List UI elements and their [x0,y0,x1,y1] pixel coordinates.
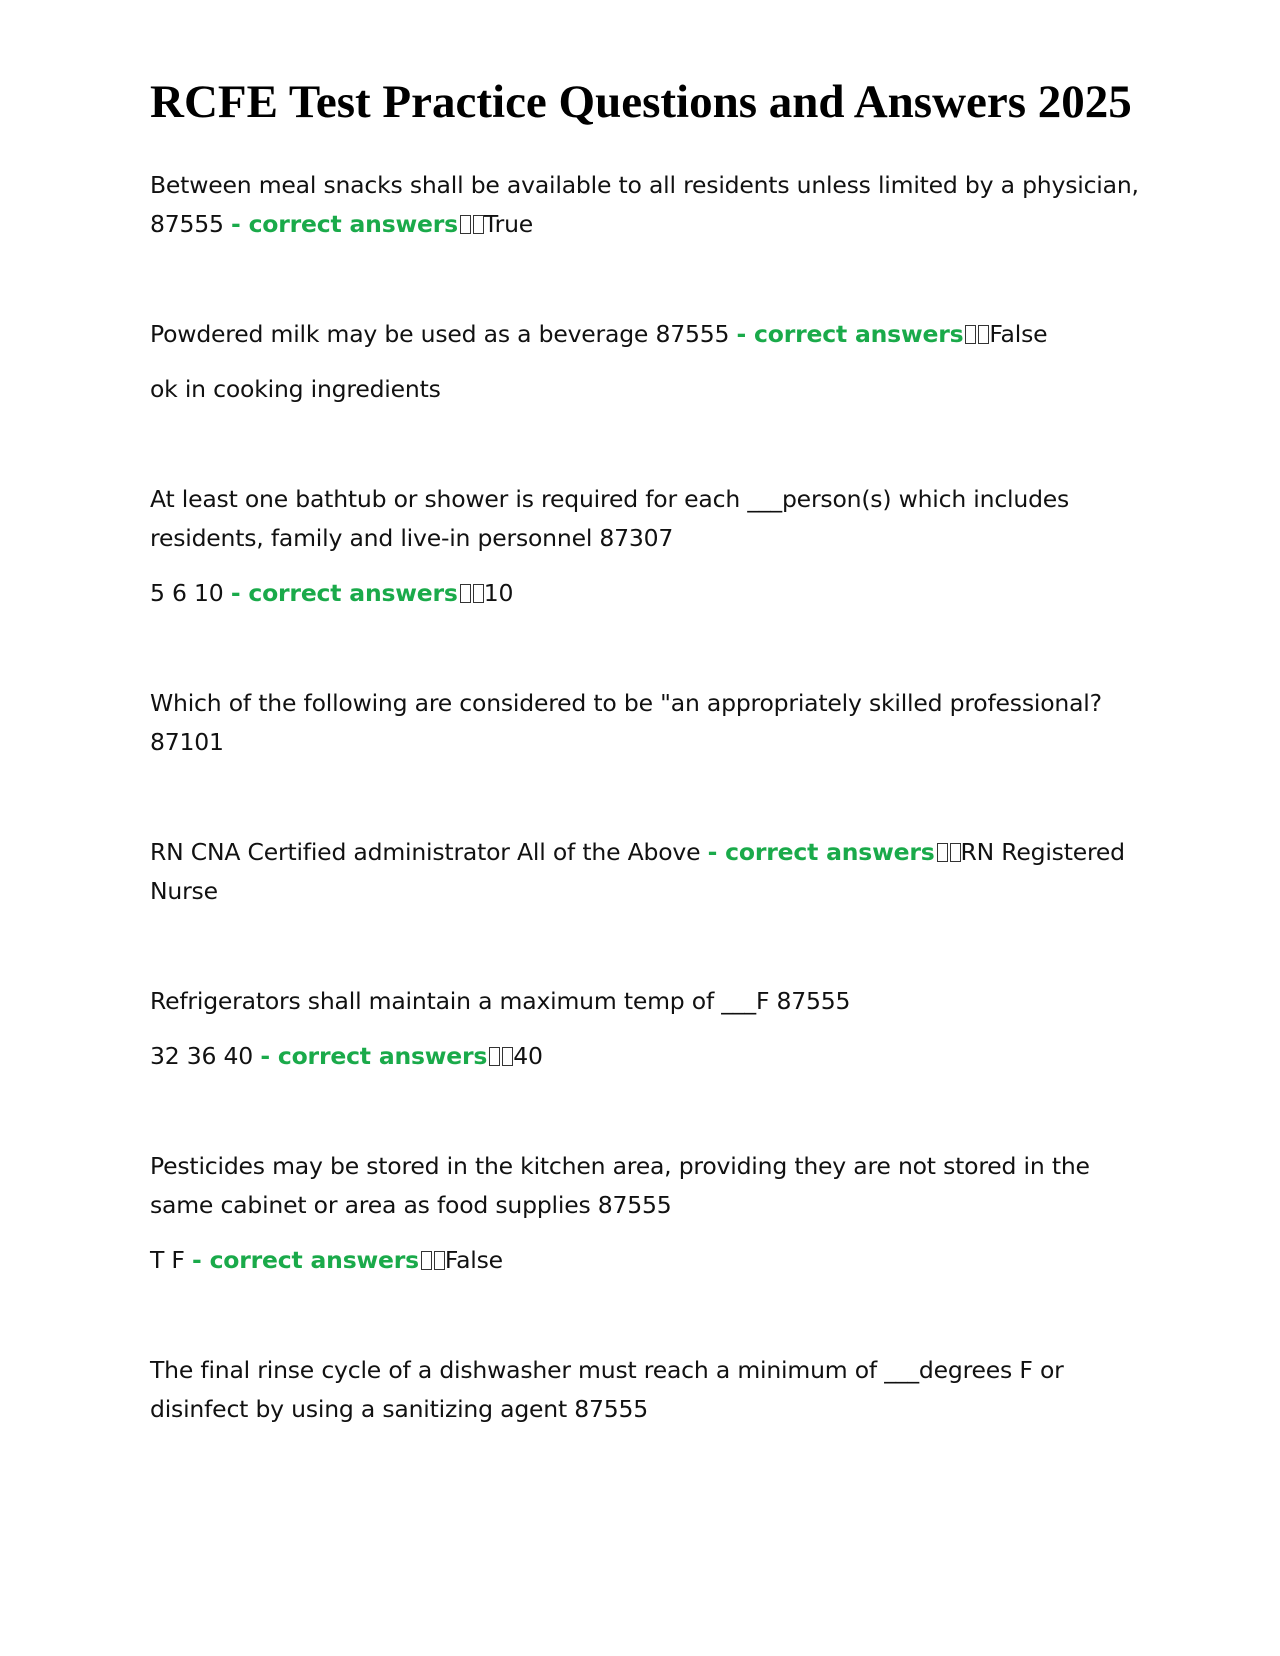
correct-marker: - correct answers [231,210,458,238]
correct-marker: - correct answers [707,838,935,866]
question-line: Powdered milk may be used as a beverage 87555 [150,320,730,348]
options-text: 32 36 40 [150,1042,254,1070]
question-text: Which of the following are considered to be "an appropriately skilled professional? 87101 [150,689,1102,756]
answer-text: False [444,1246,503,1274]
box-glyph-icon [473,215,484,234]
box-glyph-icon [473,584,484,603]
qa-item [150,1147,1140,1280]
page-title: RCFE Test Practice Questions and Answers 2025 [150,76,1132,128]
box-glyph-icon [978,325,989,344]
answer-text: RN Registered Nurse [150,838,1125,905]
question-line: Between meal snacks shall be available to all residents unless limited by a physician, 87555 [150,171,1139,238]
options-line [150,1241,1140,1280]
question-text: Refrigerators shall maintain a maximum temp of ___F 87555 [150,987,851,1015]
question-text: At least one bathtub or shower is required for each ___person(s) which includes residents, family and live-in personnel 87307 [150,485,1070,552]
options-line [150,1037,1140,1076]
options-text: RN CNA Certified administrator All of the Above [150,838,701,866]
qa-item [150,315,1140,409]
options-text: 5 6 10 [150,579,224,607]
qa-item [150,684,1140,762]
box-glyph-icon [937,843,948,862]
qa-item [150,1351,1140,1429]
question-text [150,833,1140,911]
answer-text: True [483,210,534,238]
box-glyph-icon [489,1047,500,1066]
correct-marker: - correct answers [230,579,458,607]
question-text: Pesticides may be stored in the kitchen area, providing they are not stored in the same cabinet or area as food supplies 87555 [150,1152,1090,1219]
answer-text: 10 [483,579,514,607]
document-page [150,74,1140,1429]
question-text [150,166,1140,244]
correct-marker: - correct answers [736,320,964,348]
answer-text: False [989,320,1048,348]
question-text: The final rinse cycle of a dishwasher must reach a minimum of ___degrees F or disinfect by using a sanitizing agent 87555 [150,1356,1064,1423]
box-glyph-icon [434,1251,445,1270]
box-glyph-icon [950,843,961,862]
correct-marker: - correct answers [192,1246,419,1274]
options-line [150,574,1140,613]
correct-marker: - correct answers [260,1042,488,1070]
qa-list [150,166,1140,1429]
qa-item [150,166,1140,244]
box-glyph-icon [460,584,471,603]
qa-item [150,833,1140,911]
box-glyph-icon [421,1251,432,1270]
options-text: T F [150,1246,185,1274]
answer-note: ok in cooking ingredients [150,375,441,403]
box-glyph-icon [502,1047,513,1066]
answer-text: 40 [513,1042,543,1070]
box-glyph-icon [460,215,471,234]
qa-item [150,982,1140,1076]
qa-item [150,480,1140,613]
question-text [150,315,1140,354]
box-glyph-icon [965,325,976,344]
